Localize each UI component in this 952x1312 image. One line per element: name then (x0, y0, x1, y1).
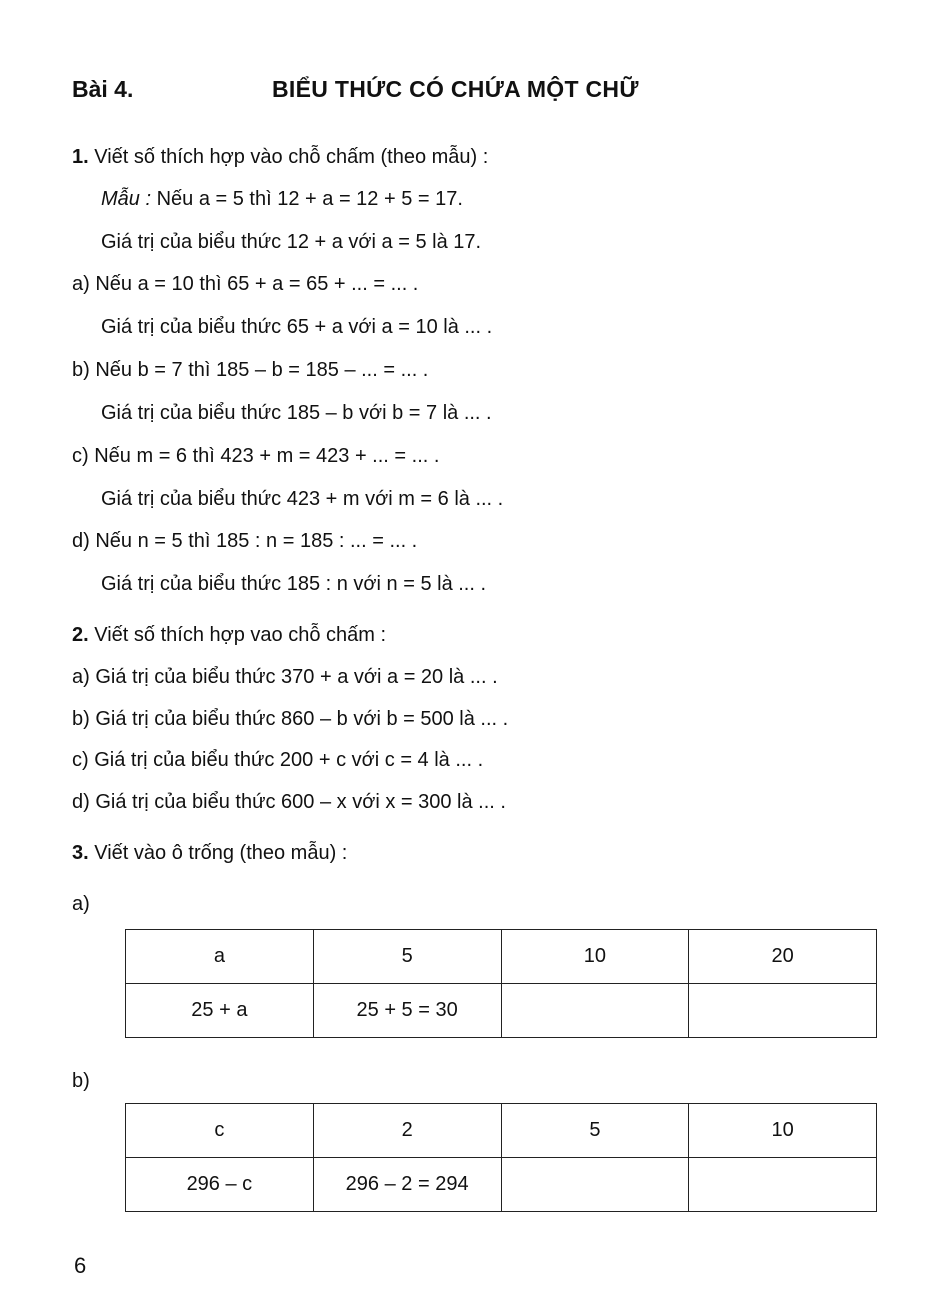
item-label: c) (72, 445, 89, 467)
sample-label: Mẫu : (101, 188, 152, 210)
table-row (126, 930, 877, 984)
table-cell: 2 (313, 1104, 501, 1158)
item-line: Nếu b = 7 thì 185 – b = 185 – ... = ... . (95, 359, 429, 381)
item-text: Giá trị của biểu thức 370 + a với a = 20 là ... . (95, 666, 498, 688)
item-label: d) (72, 791, 90, 813)
exercise-3-number: 3. (72, 842, 89, 864)
table-cell: 10 (689, 1104, 877, 1158)
sample-line: Nếu a = 5 thì 12 + a = 12 + 5 = 17. (156, 188, 463, 210)
table-cell: 296 – c (126, 1158, 314, 1212)
table-b (125, 1103, 877, 1212)
table-row (126, 984, 877, 1038)
exercise-3-instruction: Viết vào ô trống (theo mẫu) : (94, 842, 348, 864)
item-label: d) (72, 530, 90, 552)
exercise-1-heading (72, 144, 488, 170)
item-label: b) (72, 708, 90, 730)
table-cell: 10 (501, 930, 689, 984)
exercise-1-instruction: Viết số thích hợp vào chỗ chấm (theo mẫu) : (94, 146, 489, 168)
exercise-1-sample (101, 186, 463, 212)
table-cell: a (126, 930, 314, 984)
item-text: Giá trị của biểu thức 600 – x với x = 300 là ... . (95, 791, 506, 813)
exercise-1-item-c-value: Giá trị của biểu thức 423 + m với m = 6 là ... . (101, 488, 504, 510)
table-a (125, 929, 877, 1038)
lesson-title: BIỂU THỨC CÓ CHỨA MỘT CHỮ (272, 76, 639, 102)
answer-cell[interactable] (689, 984, 877, 1038)
table-cell: 25 + a (126, 984, 314, 1038)
table-cell: c (126, 1104, 314, 1158)
item-line: Nếu n = 5 thì 185 : n = 185 : ... = ... . (95, 530, 418, 552)
item-text: Giá trị của biểu thức 200 + c với c = 4 là ... . (94, 749, 484, 771)
exercise-2-number: 2. (72, 624, 89, 646)
exercise-1-item-c (72, 443, 439, 469)
item-text: Giá trị của biểu thức 860 – b với b = 500 là ... . (95, 708, 509, 730)
lesson-number: Bài 4. (72, 76, 134, 102)
item-label: a) (72, 666, 90, 688)
exercise-1-item-b-value: Giá trị của biểu thức 185 – b với b = 7 là ... . (101, 402, 492, 424)
table-b-label: b) (72, 1070, 90, 1092)
item-label: c) (72, 749, 89, 771)
answer-cell[interactable] (501, 984, 689, 1038)
exercise-2-item-b (72, 706, 508, 732)
exercise-3-heading (72, 840, 347, 866)
item-label: b) (72, 359, 90, 381)
exercise-2-item-c (72, 747, 483, 773)
table-cell: 25 + 5 = 30 (313, 984, 501, 1038)
table-row (126, 1104, 877, 1158)
exercise-1-item-d-value: Giá trị của biểu thức 185 : n với n = 5 là ... . (101, 573, 487, 595)
item-line: Nếu a = 10 thì 65 + a = 65 + ... = ... . (95, 273, 419, 295)
item-line: Nếu m = 6 thì 423 + m = 423 + ... = ... . (94, 445, 440, 467)
exercise-1-item-d (72, 528, 417, 554)
table-cell: 5 (501, 1104, 689, 1158)
item-label: a) (72, 273, 90, 295)
exercise-1-number: 1. (72, 146, 89, 168)
answer-cell[interactable] (689, 1158, 877, 1212)
table-a-label: a) (72, 893, 90, 915)
exercise-1-item-a-value: Giá trị của biểu thức 65 + a với a = 10 là ... . (101, 316, 493, 338)
exercise-1-item-b (72, 357, 428, 383)
table-cell: 20 (689, 930, 877, 984)
lesson-header (72, 76, 892, 112)
table-row (126, 1158, 877, 1212)
exercise-1-item-a (72, 271, 418, 297)
answer-cell[interactable] (501, 1158, 689, 1212)
exercise-2-item-a (72, 664, 498, 690)
page-number: 6 (74, 1253, 87, 1278)
sample-value: Giá trị của biểu thức 12 + a với a = 5 là 17. (101, 231, 482, 253)
exercise-2-heading (72, 622, 386, 648)
exercise-2-instruction: Viết số thích hợp vao chỗ chấm : (94, 624, 387, 646)
table-cell: 5 (313, 930, 501, 984)
table-cell: 296 – 2 = 294 (313, 1158, 501, 1212)
exercise-2-item-d (72, 789, 506, 815)
